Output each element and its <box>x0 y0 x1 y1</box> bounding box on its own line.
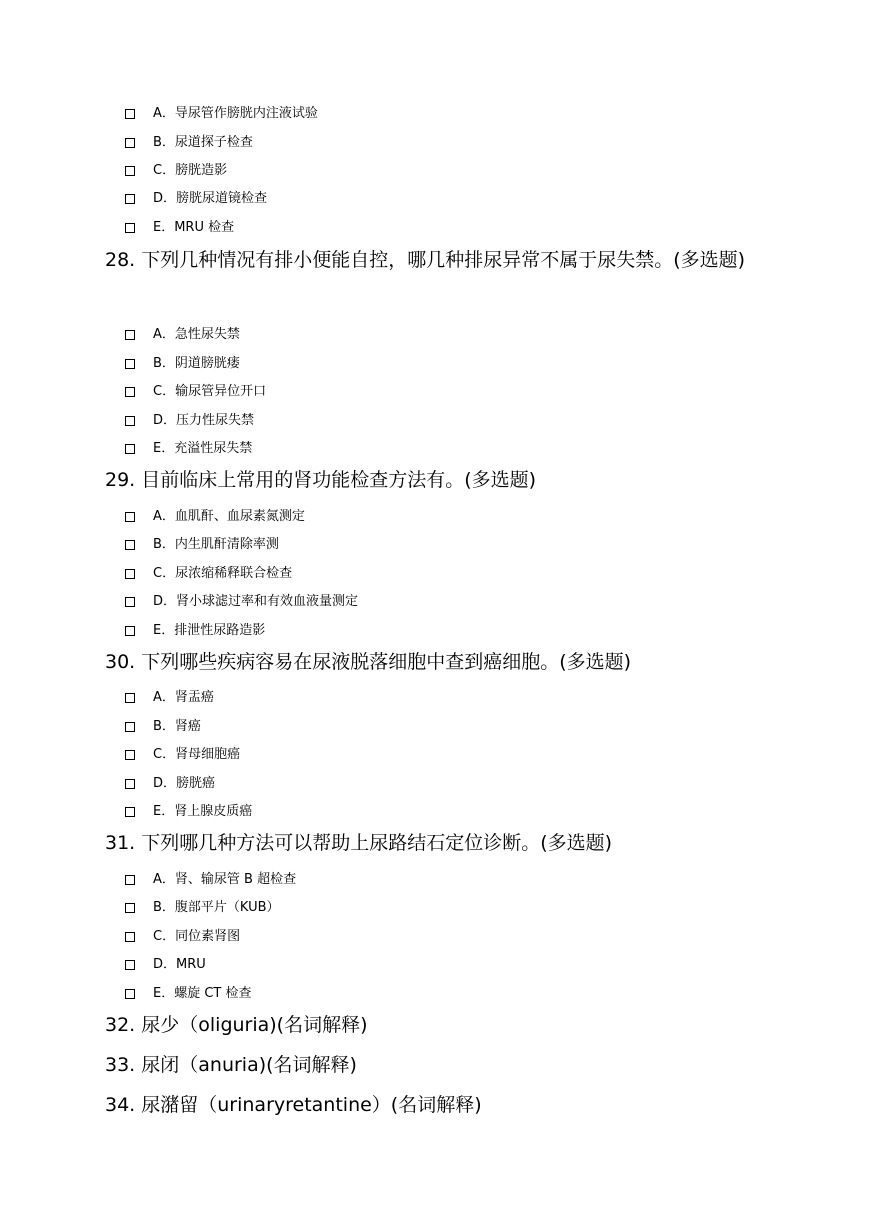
option-row <box>125 928 240 946</box>
checkbox-icon[interactable] <box>125 626 135 636</box>
option-label: A．急性尿失禁 <box>153 327 240 342</box>
checkbox-icon[interactable] <box>125 359 135 369</box>
option-row <box>125 440 252 458</box>
option-label: C．尿浓缩稀释联合检查 <box>153 566 293 581</box>
question-33-text: 33. 尿闭（anuria)(名词解释) <box>105 1054 357 1076</box>
checkbox-icon[interactable] <box>125 223 135 233</box>
option-row <box>125 355 240 373</box>
option-label: C．输尿管异位开口 <box>153 384 267 399</box>
checkbox-icon[interactable] <box>125 875 135 885</box>
option-label: C．膀胱造影 <box>153 163 228 178</box>
checkbox-icon[interactable] <box>125 722 135 732</box>
option-row <box>125 326 240 344</box>
checkbox-icon[interactable] <box>125 903 135 913</box>
option-label: C．同位素肾图 <box>153 929 241 944</box>
option-row <box>125 190 267 208</box>
option-row <box>125 593 358 611</box>
question-31-text: 31. 下列哪几种方法可以帮助上尿路结石定位诊断。(多选题) <box>105 832 613 854</box>
checkbox-icon[interactable] <box>125 512 135 522</box>
option-row <box>125 803 252 821</box>
question-34-text: 34. 尿潴留（urinaryretantine）(名词解释) <box>105 1094 482 1116</box>
question-29-text: 29. 目前临床上常用的肾功能检查方法有。(多选题) <box>105 469 537 491</box>
checkbox-icon[interactable] <box>125 932 135 942</box>
checkbox-icon[interactable] <box>125 166 135 176</box>
checkbox-icon[interactable] <box>125 779 135 789</box>
option-label: D．MRU <box>153 957 206 972</box>
option-row <box>125 718 201 736</box>
option-row <box>125 162 227 180</box>
option-label: E．螺旋 CT 检查 <box>153 986 252 1001</box>
question-28-text: 28. 下列几种情况有排小便能自控，哪几种排尿异常不属于尿失禁。(多选题) <box>105 249 746 271</box>
option-row <box>125 412 254 430</box>
checkbox-icon[interactable] <box>125 569 135 579</box>
option-row <box>125 383 266 401</box>
option-label: E．排泄性尿路造影 <box>153 623 266 638</box>
option-row <box>125 565 292 583</box>
option-row <box>125 536 279 554</box>
option-label: A．导尿管作膀胱内注液试验 <box>153 106 318 121</box>
option-label: D．膀胱尿道镜检查 <box>153 191 268 206</box>
option-row <box>125 871 296 889</box>
option-row <box>125 105 318 123</box>
option-row <box>125 899 280 917</box>
option-row <box>125 622 265 640</box>
option-label: A．血肌酐、血尿素氮测定 <box>153 509 305 524</box>
checkbox-icon[interactable] <box>125 444 135 454</box>
option-label: B．尿道探子检查 <box>153 135 253 150</box>
option-label: D．膀胱癌 <box>153 776 216 791</box>
option-label: E．MRU 检查 <box>153 220 235 235</box>
checkbox-icon[interactable] <box>125 416 135 426</box>
checkbox-icon[interactable] <box>125 540 135 550</box>
checkbox-icon[interactable] <box>125 387 135 397</box>
option-label: B．肾癌 <box>153 719 201 734</box>
checkbox-icon[interactable] <box>125 989 135 999</box>
checkbox-icon[interactable] <box>125 330 135 340</box>
checkbox-icon[interactable] <box>125 138 135 148</box>
option-label: C．肾母细胞癌 <box>153 747 241 762</box>
option-row <box>125 775 215 793</box>
option-label: E．肾上腺皮质癌 <box>153 804 253 819</box>
option-row <box>125 956 206 974</box>
option-label: B．内生肌酐清除率测 <box>153 537 279 552</box>
option-row <box>125 219 234 237</box>
option-label: B．腹部平片（KUB） <box>153 900 280 915</box>
option-row <box>125 985 252 1003</box>
option-row <box>125 134 253 152</box>
checkbox-icon[interactable] <box>125 960 135 970</box>
checkbox-icon[interactable] <box>125 109 135 119</box>
checkbox-icon[interactable] <box>125 693 135 703</box>
checkbox-icon[interactable] <box>125 194 135 204</box>
option-label: A．肾盂癌 <box>153 690 214 705</box>
question-32-text: 32. 尿少（oliguria)(名词解释) <box>105 1014 368 1036</box>
checkbox-icon[interactable] <box>125 750 135 760</box>
option-row <box>125 508 305 526</box>
checkbox-icon[interactable] <box>125 597 135 607</box>
option-label: D．肾小球滤过率和有效血液量测定 <box>153 594 359 609</box>
checkbox-icon[interactable] <box>125 807 135 817</box>
option-row <box>125 746 240 764</box>
option-label: A．肾、输尿管 B 超检查 <box>153 872 297 887</box>
question-30-text: 30. 下列哪些疾病容易在尿液脱落细胞中查到癌细胞。(多选题) <box>105 651 632 673</box>
option-label: E．充溢性尿失禁 <box>153 441 253 456</box>
option-row <box>125 689 214 707</box>
option-label: D．压力性尿失禁 <box>153 413 255 428</box>
option-label: B．阴道膀胱瘘 <box>153 356 240 371</box>
